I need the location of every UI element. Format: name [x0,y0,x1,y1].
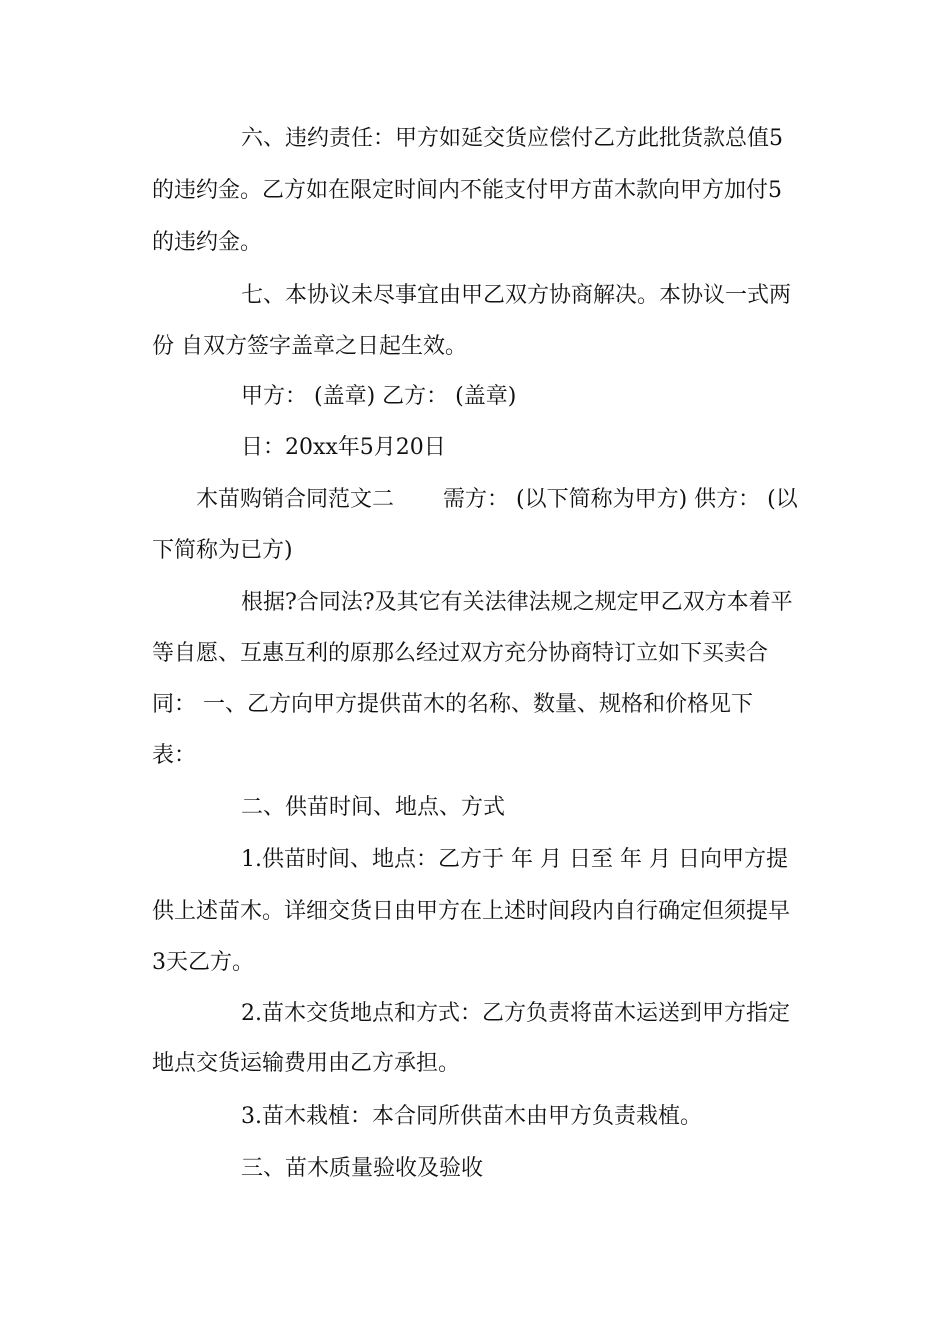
text-line: 七、本协议未尽事宜由甲乙双方协商解决。本协议一式两 [241,283,792,308]
clause-heading: 二、供苗时间、地点、方式 [241,795,506,820]
clause-heading: 三、苗木质量验收及验收 [241,1156,484,1181]
text-line: 六、违约责任：甲方如延交货应偿付乙方此批货款总值5 [241,126,783,151]
text-line: 下简称为已方) [152,538,293,563]
text-line: 供上述苗木。详细交货日由甲方在上述时间段内自行确定但须提早 [152,899,791,924]
text-line: 1.供苗时间、地点：乙方于 年 月 日至 年 月 日向甲方提 [241,847,788,872]
text-line: 需方： (以下简称为甲方) 供方： (以 [443,487,798,512]
text-line: 的违约金。乙方如在限定时间内不能支付甲方苗木款向甲方加付5 [152,178,782,203]
text-line: 同： 一、乙方向甲方提供苗木的名称、数量、规格和价格见下 [152,692,753,717]
date-line: 日：20xx年5月20日 [241,435,446,460]
text-line: 的违约金。 [152,230,263,255]
text-line: 3天乙方。 [152,950,254,975]
text-line: 2.苗木交货地点和方式：乙方负责将苗木运送到甲方指定 [241,1001,790,1026]
text-line: 根据?合同法?及其它有关法律法规之规定甲乙双方本着平 [241,590,793,615]
signature-line: 甲方： (盖章) 乙方： (盖章) [241,384,517,409]
text-line: 表： [152,743,197,768]
text-line: 份 自双方签字盖章之日起生效。 [152,334,467,359]
text-line: 3.苗木栽植：本合同所供苗木由甲方负责栽植。 [241,1104,702,1129]
text-line: 地点交货运输费用由乙方承担。 [152,1051,461,1076]
section-title: 木苗购销合同范文二 [196,487,395,512]
text-line: 等自愿、互惠互利的原那么经过双方充分协商特订立如下买卖合 [152,641,769,666]
